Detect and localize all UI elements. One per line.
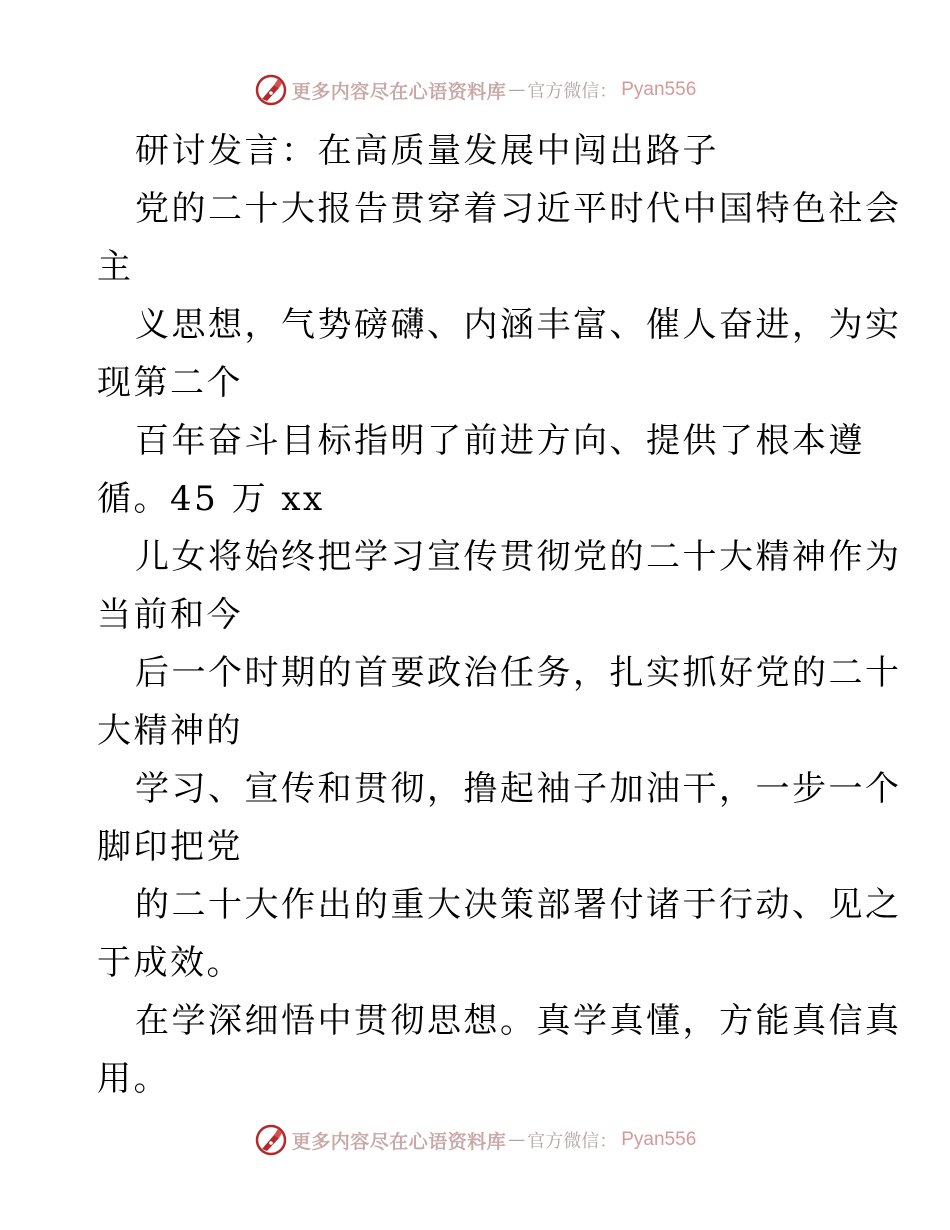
banner-wechat-id: Pyan556 [621,1129,697,1150]
pen-nib-logo-icon [254,73,288,107]
document-title: 研讨发言：在高质量发展中闯出路子 [135,131,719,171]
banner-wechat-id: Pyan556 [621,79,697,100]
pen-nib-logo-icon [254,1123,288,1157]
banner-site-text: 更多内容尽在心语资料库 [291,1130,507,1153]
paragraph-line: 主 [97,247,134,287]
paragraph-line: 义思想，气势磅礴、内涵丰富、催人奋进，为实 [135,305,902,345]
paragraph-line: 脚印把党 [97,827,243,867]
banner-wechat-label: 官方微信： [527,1131,618,1152]
paragraph-line: 在学深细悟中贯彻思想。真学真懂，方能真信真 [135,1001,902,1041]
paragraph-line: 儿女将始终把学习宣传贯彻党的二十大精神作为 [135,537,902,577]
paragraph-line: 学习、宣传和贯彻，撸起袖子加油干，一步一个 [135,769,902,809]
paragraph-line: 循。45 万 xx [97,479,325,519]
footer-banner [0,1120,950,1160]
header-banner [0,70,950,110]
document-body [97,122,902,1108]
paragraph-line: 大精神的 [97,711,243,751]
banner-separator: — [508,1130,526,1150]
banner-wechat-label: 官方微信： [527,81,618,102]
paragraph-line: 当前和今 [97,595,243,635]
paragraph-line: 的二十大作出的重大决策部署付诸于行动、见之 [135,885,902,925]
banner-separator: — [508,80,526,100]
banner-site-text: 更多内容尽在心语资料库 [291,80,507,103]
paragraph-line: 现第二个 [97,363,243,403]
paragraph-line: 百年奋斗目标指明了前进方向、提供了根本遵 [135,421,865,461]
paragraph-line: 于成效。 [97,943,243,983]
paragraph-line: 后一个时期的首要政治任务，扎实抓好党的二十 [135,653,902,693]
paragraph-line: 党的二十大报告贯穿着习近平时代中国特色社会 [135,189,902,229]
paragraph-line: 用。 [97,1059,170,1099]
